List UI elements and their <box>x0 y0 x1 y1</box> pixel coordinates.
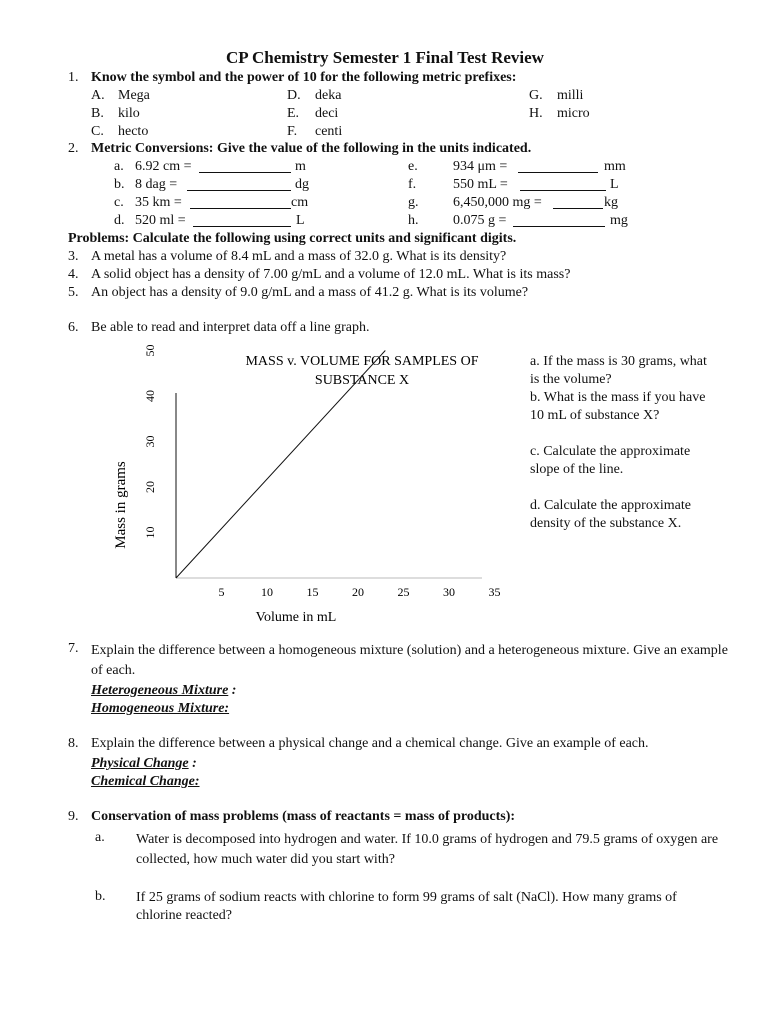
conv-f-answer-blank[interactable] <box>520 178 606 191</box>
conv-f-letter: f. <box>408 177 417 192</box>
q8-physical-label <box>91 756 197 772</box>
conv-d-expr: 520 ml = <box>135 213 186 228</box>
conv-b-answer-blank[interactable] <box>187 178 291 191</box>
series-line <box>176 351 385 579</box>
conv-h-expr: 0.075 g = <box>453 213 507 228</box>
conv-a-unit: m <box>295 159 306 174</box>
y-tick-label: 30 <box>143 435 157 448</box>
conv-c-unit: cm <box>291 195 309 210</box>
q2-number: 2. <box>68 141 79 156</box>
graph-question-b-text: What is the mass if you have 10 mL of substance X? <box>530 390 706 423</box>
conv-b-expr: 8 dag = <box>135 177 178 192</box>
conv-c-letter: c. <box>114 195 124 210</box>
conv-b-letter: b. <box>114 177 125 192</box>
conv-g-unit: kg <box>604 195 618 210</box>
prefix-c-letter: C. <box>91 124 104 139</box>
prefix-h-name: micro <box>557 106 590 121</box>
q7-homogeneous-label: Homogeneous Mixture: <box>91 701 230 716</box>
prefix-e-name: deci <box>315 106 339 121</box>
prefix-d-name: deka <box>315 88 342 103</box>
prefix-d-letter: D. <box>287 88 301 103</box>
chart-title-line-2: SUBSTANCE X <box>314 373 410 388</box>
x-axis-label: Volume in mL <box>255 610 337 625</box>
page-title: CP Chemistry Semester 1 Final Test Review <box>226 48 544 67</box>
x-tick-label: 15 <box>306 585 319 599</box>
conv-g-expr: 6,450,000 mg = <box>453 195 542 210</box>
conv-e-answer-blank[interactable] <box>518 160 598 173</box>
q9b-text: If 25 grams of sodium reacts with chlorine to form 99 grams of salt (NaCl). How many grams of chlorine reacted? <box>136 890 677 923</box>
q6-text: Be able to read and interpret data off a line graph. <box>91 320 370 335</box>
q6-number: 6. <box>68 320 79 335</box>
graph-question-c-label: c. <box>530 444 540 459</box>
conv-h-letter: h. <box>408 213 419 228</box>
prefix-f-name: centi <box>315 124 343 139</box>
problems-heading: Problems: Calculate the following using correct units and significant digits. <box>68 231 517 246</box>
q2-heading: Metric Conversions: Give the value of the following in the units indicated. <box>91 141 532 156</box>
problem-5-number: 5. <box>68 285 79 300</box>
graph-question-d <box>530 497 710 533</box>
conv-e-letter: e. <box>408 159 418 174</box>
conv-c-expr: 35 km = <box>135 195 182 210</box>
graph-question-b <box>530 389 710 425</box>
conv-a-expr: 6.92 cm = <box>135 159 192 174</box>
x-tick-label: 35 <box>488 585 500 599</box>
x-tick-label: 10 <box>261 585 273 599</box>
conv-a-answer-blank[interactable] <box>199 160 291 173</box>
conv-f-expr: 550 mL = <box>453 177 508 192</box>
problem-3-number: 3. <box>68 249 79 264</box>
q8-chemical-label: Chemical Change: <box>91 774 200 789</box>
q1-number: 1. <box>68 70 79 85</box>
q7-number: 7. <box>68 641 79 656</box>
q8-text: Explain the difference between a physical change and a chemical change. Give an example of each. <box>91 736 649 751</box>
q1-heading: Know the symbol and the power of 10 for the following metric prefixes: <box>91 70 517 85</box>
prefix-g-name: milli <box>557 88 584 103</box>
prefix-e-letter: E. <box>287 106 300 121</box>
x-tick-label: 25 <box>397 585 410 599</box>
conv-g-letter: g. <box>408 195 419 210</box>
graph-question-d-text: Calculate the approximate density of the substance X. <box>530 498 691 531</box>
q7-text: Explain the difference between a homogeneous mixture (solution) and a heterogeneous mixture. Give an example of each. <box>91 643 728 678</box>
prefix-b-name: kilo <box>118 106 140 121</box>
physical-label-text: Physical Change <box>91 756 189 771</box>
heterogeneous-label-text: Heterogeneous Mixture <box>91 683 229 698</box>
problem-5-text: An object has a density of 9.0 g/mL and a mass of 41.2 g. What is its volume? <box>91 285 529 300</box>
conv-a-letter: a. <box>114 159 124 174</box>
graph-question-c-text: Calculate the approximate slope of the line. <box>530 444 691 477</box>
graph-question-d-label: d. <box>530 498 541 513</box>
q9b-letter: b. <box>95 889 106 904</box>
q9-number: 9. <box>68 809 79 824</box>
conv-e-unit: mm <box>604 159 626 174</box>
prefix-h-letter: H. <box>529 106 543 121</box>
q9-heading: Conservation of mass problems (mass of reactants = mass of products): <box>91 809 516 824</box>
prefix-a-letter: A. <box>91 88 105 103</box>
graph-question-a-text: If the mass is 30 grams, what is the volume? <box>530 354 707 387</box>
prefix-b-letter: B. <box>91 106 104 121</box>
x-tick-label: 5 <box>218 585 225 599</box>
x-tick-label: 30 <box>443 585 455 599</box>
mass-volume-chart <box>100 345 500 630</box>
chart-title-line-1: MASS v. VOLUME FOR SAMPLES OF <box>245 354 479 369</box>
y-tick-label: 50 <box>143 345 157 357</box>
y-tick-label: 40 <box>143 390 157 402</box>
q9a-text: Water is decomposed into hydrogen and water. If 10.0 grams of hydrogen and 79.5 grams of oxygen are collected, how much water did you start with? <box>136 832 719 867</box>
y-axis-label: Mass in grams <box>113 461 129 549</box>
y-tick-label: 20 <box>143 481 157 493</box>
conv-c-answer-blank[interactable] <box>190 196 291 209</box>
problem-4-number: 4. <box>68 267 79 282</box>
prefix-a-name: Mega <box>118 88 150 103</box>
q8-number: 8. <box>68 736 79 751</box>
problem-3-text: A metal has a volume of 8.4 mL and a mass of 32.0 g. What is its density? <box>91 249 507 264</box>
heterogeneous-label-colon: : <box>228 683 237 698</box>
problem-4-text: A solid object has a density of 7.00 g/mL and a volume of 12.0 mL. What is its mass? <box>91 267 571 282</box>
graph-question-a <box>530 353 710 389</box>
graph-question-a-label: a. <box>530 354 540 369</box>
graph-question-b-label: b. <box>530 390 541 405</box>
graph-question-c <box>530 443 710 479</box>
conv-d-unit: L <box>296 213 305 228</box>
conv-d-answer-blank[interactable] <box>193 214 291 227</box>
conv-b-unit: dg <box>295 177 309 192</box>
q7-heterogeneous-label <box>91 683 236 699</box>
x-tick-label: 20 <box>352 585 364 599</box>
conv-h-answer-blank[interactable] <box>513 214 605 227</box>
physical-label-colon: : <box>188 756 197 771</box>
y-tick-label: 10 <box>143 526 157 539</box>
prefix-c-name: hecto <box>118 124 149 139</box>
prefix-f-letter: F. <box>287 124 298 139</box>
conv-e-expr: 934 μm = <box>453 159 508 174</box>
conv-f-unit: L <box>610 177 619 192</box>
prefix-g-letter: G. <box>529 88 543 103</box>
conv-g-answer-blank[interactable] <box>553 196 603 209</box>
q9a-letter: a. <box>95 830 105 845</box>
conv-d-letter: d. <box>114 213 125 228</box>
conv-h-unit: mg <box>610 213 628 228</box>
